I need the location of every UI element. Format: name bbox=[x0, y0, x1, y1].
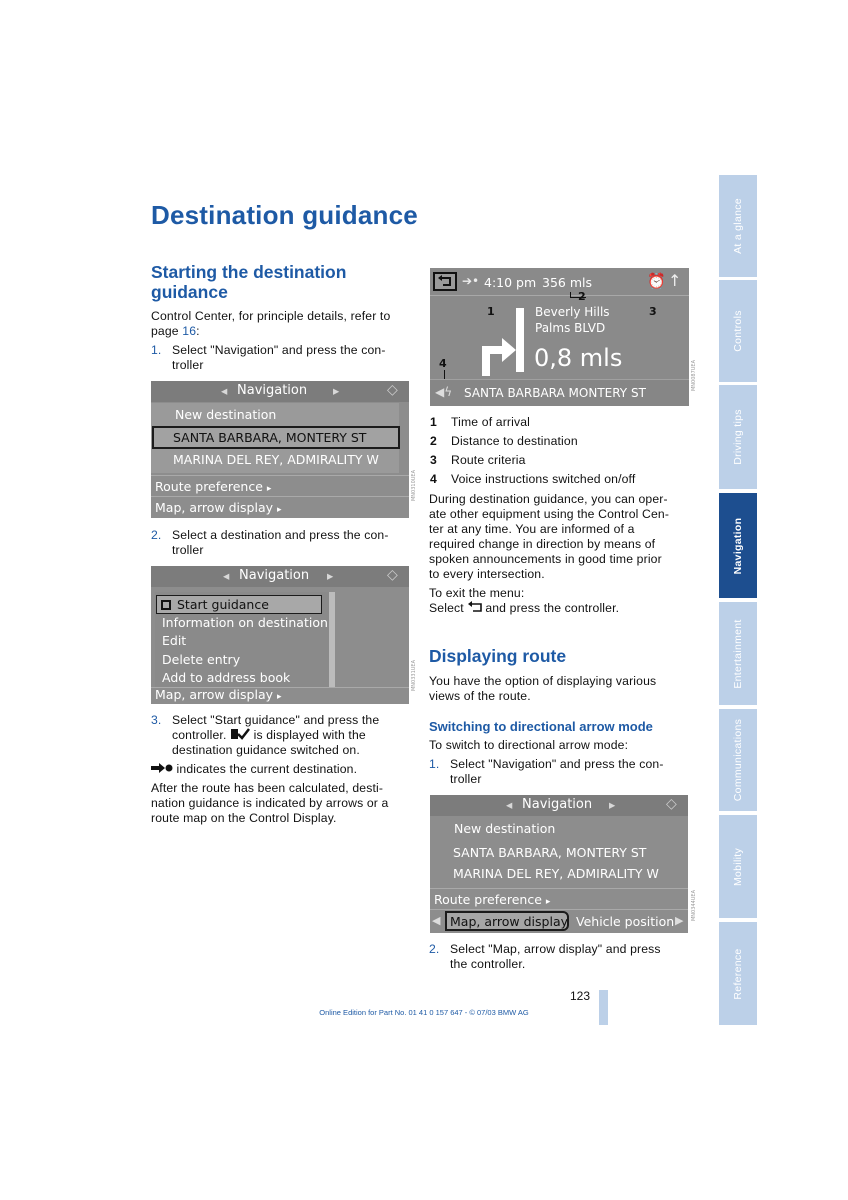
tab-communications[interactable]: Communications bbox=[719, 709, 757, 811]
screen-guidance-display bbox=[430, 268, 689, 406]
intro-line-2: page 16: bbox=[151, 324, 200, 338]
footer: Online Edition for Part No. 01 41 0 157 647 - © 07/03 BMW AG bbox=[319, 1008, 529, 1017]
right-arrow-icon: ▸ bbox=[333, 383, 340, 398]
screen-map-arrow-display bbox=[430, 795, 688, 933]
tab-controls[interactable]: Controls bbox=[719, 280, 757, 382]
turn-right-icon bbox=[478, 332, 518, 376]
menu-item-edit[interactable]: Edit bbox=[162, 633, 187, 648]
scroll-left-icon[interactable]: ◀ bbox=[432, 914, 441, 927]
street-1: Beverly Hills bbox=[535, 305, 610, 319]
menu-item-destination-1[interactable]: SANTA BARBARA, MONTERY ST bbox=[173, 430, 367, 445]
right-arrow-icon: ▸ bbox=[609, 797, 616, 812]
during-line-5: spoken announcements in good time prior bbox=[429, 552, 662, 566]
image-code: MN0087UEA bbox=[691, 360, 697, 392]
intro-line-1: Control Center, for principle details, refer to bbox=[151, 309, 391, 323]
page-title: Destination guidance bbox=[151, 200, 418, 230]
image-code: MN0310UEA bbox=[411, 470, 417, 502]
screen-navigation-menu bbox=[151, 381, 409, 518]
subsection-heading-arrow-mode: Switching to directional arrow mode bbox=[429, 719, 653, 734]
street-2: Palms BLVD bbox=[535, 321, 606, 335]
callout-4: 4 bbox=[439, 357, 447, 370]
destination-arrow-icon bbox=[151, 762, 173, 774]
screen-header-label: Navigation bbox=[522, 797, 593, 812]
switch-intro: To switch to directional arrow mode: bbox=[429, 738, 629, 752]
image-code: MN0344UEA bbox=[691, 890, 697, 922]
screen-destination-menu bbox=[151, 566, 409, 704]
arrow-mode-step-1: 1. Select "Navigation" and press the con- troller bbox=[429, 757, 664, 786]
tab-at-a-glance[interactable]: At a glance bbox=[719, 175, 757, 277]
legend-item: 4 Voice instructions switched on/off bbox=[430, 472, 636, 486]
callout-2: 2 bbox=[578, 290, 586, 303]
menu-item-new-destination[interactable]: New destination bbox=[175, 407, 277, 422]
after-line-3: route map on the Control Display. bbox=[151, 811, 337, 825]
image-code: MN0331UEA bbox=[411, 660, 417, 692]
tab-navigation[interactable]: Navigation bbox=[719, 493, 757, 598]
section-heading-displaying-route: Displaying route bbox=[429, 646, 567, 666]
option-vehicle-position[interactable]: Vehicle position bbox=[576, 914, 675, 929]
guidance-flag-icon bbox=[230, 728, 250, 740]
route-criteria-icon: ⏰ bbox=[647, 272, 666, 290]
display-line-2: views of the route. bbox=[429, 689, 531, 703]
during-line-4: required change in direction by means of bbox=[429, 537, 656, 551]
north-arrow-icon: ↑ bbox=[668, 271, 682, 290]
during-line-1: During destination guidance, you can oper- bbox=[429, 492, 668, 506]
menu-item-delete-entry[interactable]: Delete entry bbox=[162, 652, 241, 667]
destination-arrow-icon: ➔• bbox=[462, 274, 480, 288]
legend-item: 3 Route criteria bbox=[430, 453, 526, 467]
step-3: 3. Select "Start guidance" and press the controller. is displayed with the destination guidance switched on. bbox=[151, 713, 380, 757]
page-number: 123 bbox=[570, 989, 591, 1003]
distance-to-destination: 356 mls bbox=[542, 275, 592, 290]
menu-item-information[interactable]: Information on destination bbox=[162, 615, 328, 630]
screen-header-label: Navigation bbox=[239, 568, 310, 583]
menu-item-start-guidance[interactable]: Start guidance bbox=[161, 597, 269, 612]
page-link[interactable]: 16 bbox=[182, 324, 197, 338]
current-street: SANTA BARBARA MONTERY ST bbox=[464, 386, 646, 400]
display-line-1: You have the option of displaying various bbox=[429, 674, 657, 688]
menu-item-route-preference[interactable]: Route preference ▸ bbox=[434, 892, 551, 907]
menu-item-route-preference[interactable]: Route preference ▸ bbox=[155, 479, 272, 494]
step-2: 2. Select a destination and press the con- troller bbox=[151, 528, 389, 557]
callout-3: 3 bbox=[649, 305, 657, 318]
back-icon bbox=[467, 601, 485, 613]
menu-item-new-destination[interactable]: New destination bbox=[454, 821, 556, 836]
menu-item-destination-2[interactable]: MARINA DEL REY, ADMIRALITY W bbox=[453, 866, 659, 881]
distance-bar bbox=[516, 308, 524, 372]
tab-mobility[interactable]: Mobility bbox=[719, 815, 757, 918]
menu-item-map-arrow-display[interactable]: Map, arrow display ▸ bbox=[155, 500, 282, 515]
exit-line-1: To exit the menu: bbox=[429, 586, 525, 600]
current-destination-line: indicates the current destination. bbox=[151, 762, 357, 777]
tab-entertainment[interactable]: Entertainment bbox=[719, 602, 757, 705]
menu-item-destination-2[interactable]: MARINA DEL REY, ADMIRALITY W bbox=[173, 452, 379, 467]
after-line-1: After the route has been calculated, desti- bbox=[151, 781, 384, 795]
legend-item: 1 Time of arrival bbox=[430, 415, 530, 429]
during-line-3: ter at any time. You are informed of a bbox=[429, 522, 635, 536]
exit-line-2: Select and press the controller. bbox=[429, 601, 620, 615]
left-arrow-icon: ◂ bbox=[506, 797, 513, 812]
left-arrow-icon: ◂ bbox=[221, 383, 228, 398]
step-1: 1. Select "Navigation" and press the con- troller bbox=[151, 343, 386, 372]
left-arrow-icon: ◂ bbox=[223, 568, 230, 583]
screen-header-label: Navigation bbox=[237, 383, 308, 398]
controller-icon: ◇ bbox=[666, 796, 677, 812]
menu-item-add-to-address-book[interactable]: Add to address book bbox=[162, 670, 291, 685]
during-line-2: ate other equipment using the Control Cen- bbox=[429, 507, 670, 521]
scroll-right-icon[interactable]: ▶ bbox=[675, 914, 684, 927]
legend-item: 2 Distance to destination bbox=[430, 434, 578, 448]
controller-icon: ◇ bbox=[387, 567, 398, 583]
menu-item-map-arrow-display[interactable]: Map, arrow display ▸ bbox=[155, 687, 282, 702]
during-line-6: to every intersection. bbox=[429, 567, 545, 581]
menu-item-destination-1[interactable]: SANTA BARBARA, MONTERY ST bbox=[453, 845, 647, 860]
distance-to-turn: 0,8 mls bbox=[534, 344, 623, 372]
back-icon[interactable] bbox=[433, 272, 457, 291]
tab-driving-tips[interactable]: Driving tips bbox=[719, 385, 757, 489]
right-arrow-icon: ▸ bbox=[327, 568, 334, 583]
option-map-arrow-display[interactable]: Map, arrow display bbox=[450, 914, 568, 929]
after-line-2: nation guidance is indicated by arrows or a bbox=[151, 796, 389, 810]
controller-icon: ◇ bbox=[387, 382, 398, 398]
callout-1: 1 bbox=[487, 305, 495, 318]
tab-reference[interactable]: Reference bbox=[719, 922, 757, 1025]
voice-instructions-icon[interactable]: ◀ϟ bbox=[435, 385, 453, 399]
arrow-mode-step-2: 2. Select "Map, arrow display" and press the controller. bbox=[429, 942, 661, 971]
section-heading-starting: Starting the destination guidance bbox=[151, 262, 347, 302]
arrival-time: 4:10 pm bbox=[484, 275, 537, 290]
